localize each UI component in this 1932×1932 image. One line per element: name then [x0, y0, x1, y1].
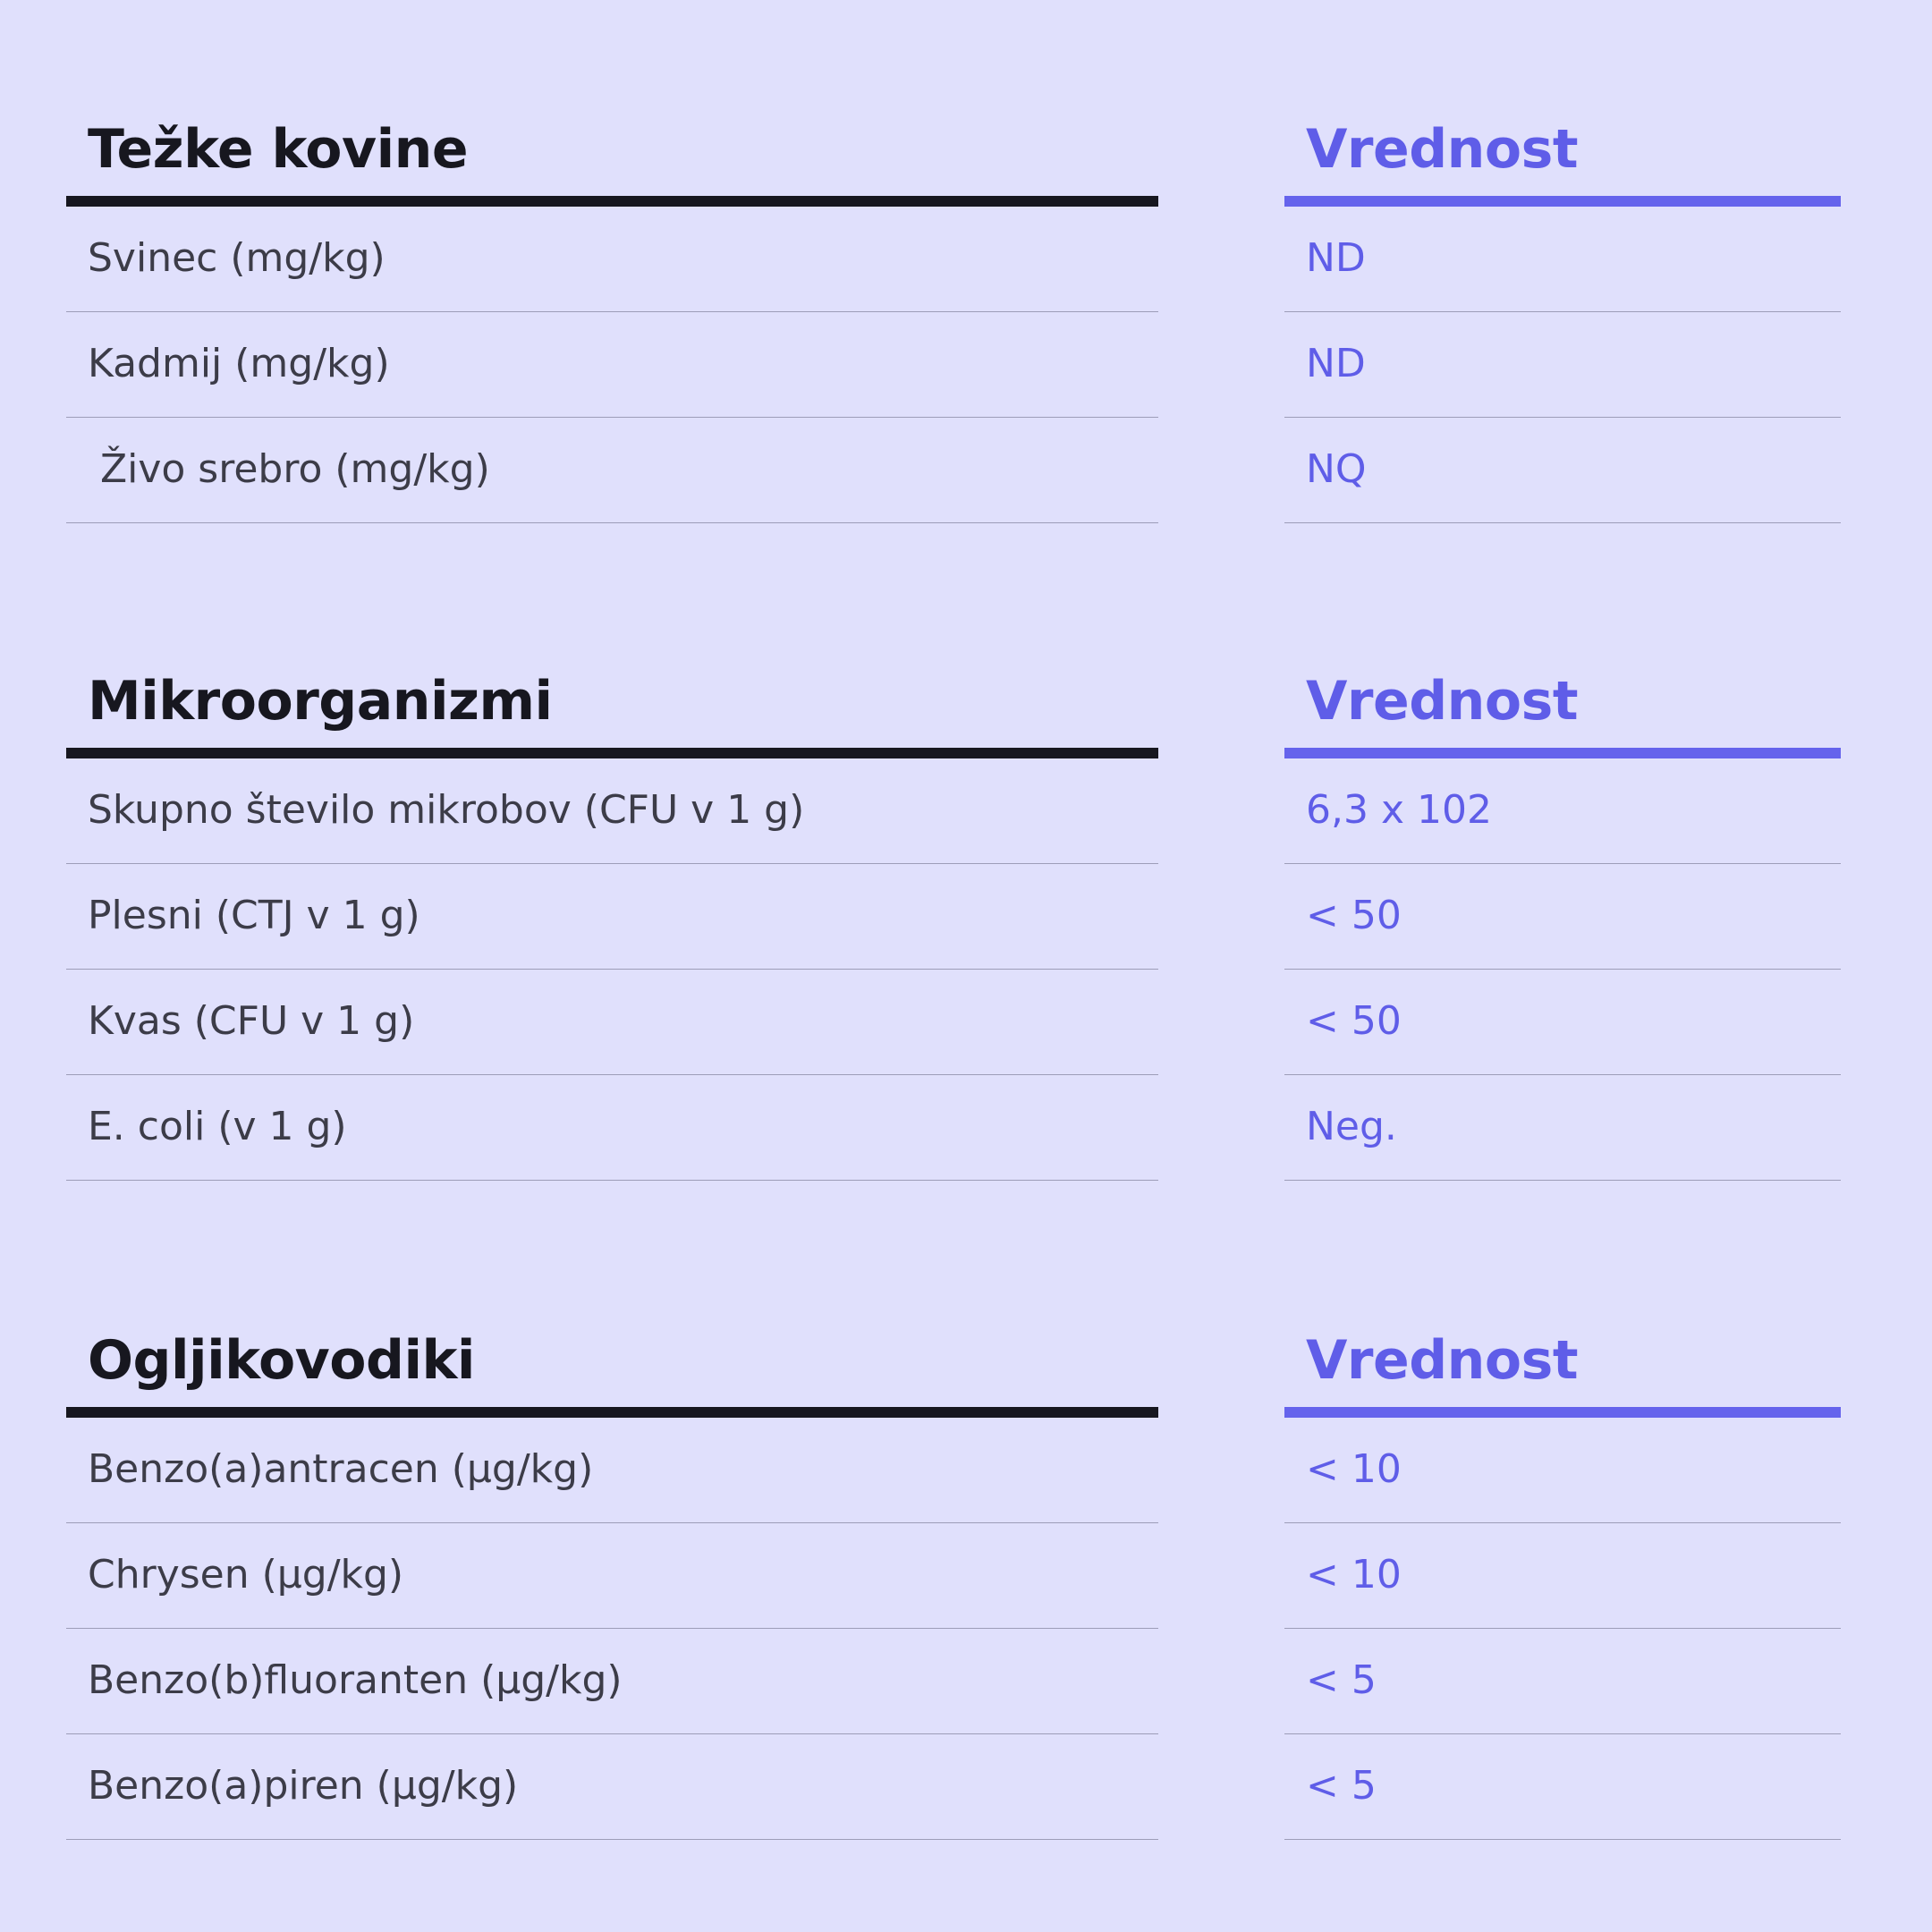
table-row: [1284, 864, 1841, 970]
parameter-value: < 5: [1306, 1657, 1377, 1703]
parameter-label: Kadmij (mg/kg): [88, 341, 390, 386]
table-row: [1284, 758, 1841, 864]
parameter-column: [66, 1275, 1158, 1840]
value-header-title: Vrednost: [1306, 1329, 1578, 1392]
section-title: Težke kovine: [88, 118, 469, 181]
table-row: [1284, 1523, 1841, 1629]
table-row: [1284, 312, 1841, 418]
value-header-title: Vrednost: [1306, 670, 1578, 733]
parameter-label: Plesni (CTJ v 1 g): [88, 893, 420, 938]
table-row: [1284, 1734, 1841, 1840]
parameter-value: 6,3 x 102: [1306, 787, 1492, 833]
table-row: [66, 758, 1158, 864]
parameter-label: Chrysen (μg/kg): [88, 1552, 404, 1597]
table-row: [66, 1075, 1158, 1181]
value-column: [1284, 615, 1841, 1181]
value-column: [1284, 1275, 1841, 1840]
parameter-column: [66, 64, 1158, 523]
header-divider: [66, 748, 1158, 758]
parameter-column: [66, 615, 1158, 1181]
table-row: [66, 864, 1158, 970]
parameter-label: Benzo(a)piren (μg/kg): [88, 1763, 519, 1809]
parameter-value: ND: [1306, 235, 1366, 281]
table-row: [66, 1523, 1158, 1629]
table-row: [1284, 1418, 1841, 1523]
table-row: [66, 207, 1158, 312]
table-row: [1284, 207, 1841, 312]
parameter-value: ND: [1306, 341, 1366, 386]
header-divider: [66, 196, 1158, 207]
parameter-label: E. coli (v 1 g): [88, 1104, 347, 1149]
table-row: [66, 970, 1158, 1075]
parameter-label: Svinec (mg/kg): [88, 235, 386, 281]
value-header-title: Vrednost: [1306, 118, 1578, 181]
parameter-value: < 5: [1306, 1763, 1377, 1809]
table-row: [66, 1629, 1158, 1734]
parameter-label: Kvas (CFU v 1 g): [88, 998, 415, 1044]
header-divider: [66, 1407, 1158, 1418]
table-row: [1284, 1629, 1841, 1734]
header-divider: [1284, 748, 1841, 758]
header-divider: [1284, 1407, 1841, 1418]
parameter-value: < 10: [1306, 1446, 1402, 1492]
section-title: Ogljikovodiki: [88, 1329, 475, 1392]
table-row: [1284, 418, 1841, 523]
section-header: [66, 615, 1158, 758]
parameter-value: Neg.: [1306, 1104, 1397, 1149]
section-header: [66, 1275, 1158, 1418]
parameter-label: Živo srebro (mg/kg): [88, 446, 490, 492]
table-row: [66, 418, 1158, 523]
parameter-value: NQ: [1306, 446, 1367, 492]
table-row: [1284, 1075, 1841, 1181]
table-row: [66, 1418, 1158, 1523]
parameter-label: Benzo(b)fluoranten (μg/kg): [88, 1657, 623, 1703]
header-divider: [1284, 196, 1841, 207]
parameter-value: < 50: [1306, 893, 1402, 938]
section-header: [66, 64, 1158, 207]
parameter-label: Benzo(a)antracen (μg/kg): [88, 1446, 594, 1492]
table-row: [1284, 970, 1841, 1075]
value-header: [1284, 615, 1841, 758]
table-row: [66, 312, 1158, 418]
parameter-value: < 50: [1306, 998, 1402, 1044]
value-header: [1284, 1275, 1841, 1418]
parameter-label: Skupno število mikrobov (CFU v 1 g): [88, 787, 805, 833]
value-header: [1284, 64, 1841, 207]
table-row: [66, 1734, 1158, 1840]
value-column: [1284, 64, 1841, 523]
parameter-value: < 10: [1306, 1552, 1402, 1597]
section-title: Mikroorganizmi: [88, 670, 553, 733]
